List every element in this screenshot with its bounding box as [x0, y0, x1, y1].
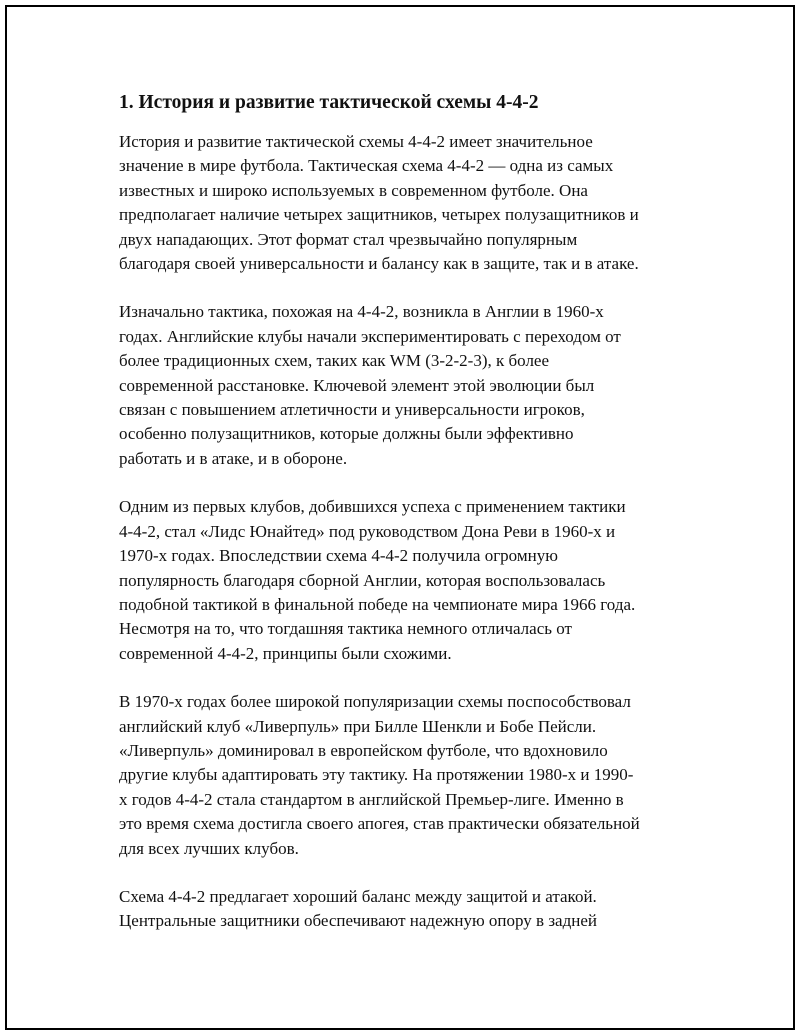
text-line: Несмотря на то, что тогдашняя тактика немного отличалась от	[119, 619, 572, 639]
text-line: двух нападающих. Этот формат стал чрезвычайно популярным	[119, 229, 578, 249]
text-line: подобной тактикой в финальной победе на чемпионате мира 1966 года.	[119, 594, 636, 614]
document-body	[119, 89, 699, 958]
text-line: Одним из первых клубов, добившихся успеха с применением тактики	[119, 497, 626, 517]
text-line: более традиционных схем, таких как WM (3-2-2-3), к более	[119, 351, 550, 371]
text-line: 4-4-2, стал «Лидс Юнайтед» под руководством Дона Реви в 1960-х и	[119, 521, 616, 541]
text-line: особенно полузащитников, которые должны были эффективно	[119, 424, 574, 444]
text-line: Центральные защитники обеспечивают надежную опору в задней	[119, 911, 597, 931]
paragraph-1	[119, 130, 699, 276]
paragraph-3	[119, 495, 699, 666]
text-line: английский клуб «Ливерпуль» при Билле Шенкли и Бобе Пейсли.	[119, 716, 597, 736]
text-line: это время схема достигла своего апогея, став практически обязательной	[119, 814, 640, 834]
paragraph-2	[119, 300, 699, 471]
text-line: В 1970-х годах более широкой популяризации схемы поспособствовал	[119, 692, 631, 712]
text-line: современной 4-4-2, принципы были схожими.	[119, 643, 452, 663]
text-line: предполагает наличие четырех защитников, четырех полузащитников и	[119, 205, 639, 225]
text-line: История и развитие тактической схемы 4-4-2 имеет значительное	[119, 132, 593, 151]
text-line: связан с повышением атлетичности и универсальности игроков,	[119, 400, 585, 420]
text-line: работать и в атаке, и в обороне.	[119, 448, 348, 468]
text-line: «Ливерпуль» доминировал в европейском футболе, что вдохновило	[119, 740, 608, 760]
section-heading: 1. История и развитие тактической схемы 4-4-2	[119, 92, 539, 113]
text-line: современной расстановке. Ключевой элемент этой эволюции был	[119, 375, 595, 395]
text-line: Изначально тактика, похожая на 4-4-2, возникла в Англии в 1960-х	[119, 302, 604, 322]
text-line: годах. Английские клубы начали экспериментировать с переходом от	[119, 326, 621, 346]
text-line: 1970-х годах. Впоследствии схема 4-4-2 получила огромную	[119, 546, 558, 566]
document-page	[5, 5, 795, 1030]
text-line: другие клубы адаптировать эту тактику. На протяжении 1980-х и 1990-	[119, 765, 634, 785]
paragraph-5	[119, 885, 699, 934]
text-line: для всех лучших клубов.	[119, 838, 299, 858]
text-line: значение в мире футбола. Тактическая схема 4-4-2 — одна из самых	[119, 156, 614, 176]
paragraph-4	[119, 690, 699, 861]
text-line: х годов 4-4-2 стала стандартом в английской Премьер-лиге. Именно в	[119, 789, 624, 809]
text-line: благодаря своей универсальности и балансу как в защите, так и в атаке.	[119, 254, 639, 274]
text-line: Схема 4-4-2 предлагает хороший баланс между защитой и атакой.	[119, 886, 597, 906]
text-line: известных и широко используемых в современном футболе. Она	[119, 180, 588, 200]
text-line: популярность благодаря сборной Англии, которая воспользовалась	[119, 570, 606, 590]
